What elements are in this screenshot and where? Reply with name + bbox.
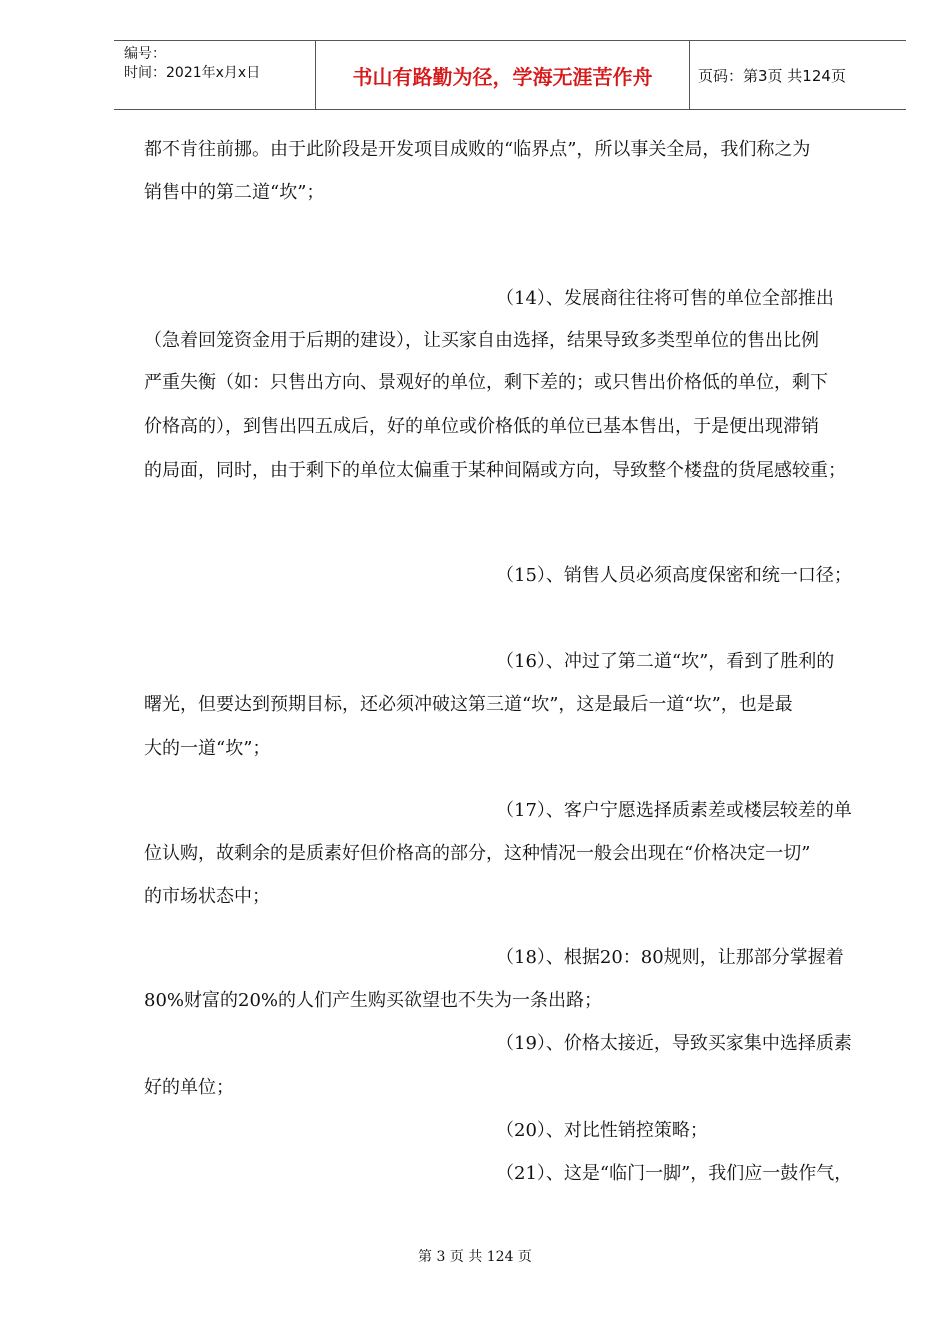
text-line: 价格高的），到售出四五成后，好的单位或价格低的单位已基本售出，于是便出现滞销 xyxy=(144,416,819,437)
header-page-cell xyxy=(690,41,906,109)
text-line: 都不肯往前挪。由于此阶段是开发项目成败的“临界点”，所以事关全局，我们称之为 xyxy=(144,139,811,160)
item-heading-21: （21）、这是“临门一脚”，我们应一鼓作气， xyxy=(496,1163,853,1184)
text-line: 位认购，故剩余的是质素好但价格高的部分，这种情况一般会出现在“价格决定一切” xyxy=(144,843,811,864)
text-line: 的局面，同时，由于剩下的单位太偏重于某种间隔或方向，导致整个楼盘的货尾感较重； xyxy=(144,460,846,481)
text-line: 好的单位； xyxy=(144,1077,234,1098)
text-line: 曙光，但要达到预期目标，还必须冲破这第三道“坎”，这是最后一道“坎”，也是最 xyxy=(144,694,793,715)
item-heading-15: （15）、销售人员必须高度保密和统一口径； xyxy=(496,565,852,586)
text-line: （急着回笼资金用于后期的建设），让买家自由选择，结果导致多类型单位的售出比例 xyxy=(144,330,819,351)
page-footer: 第 3 页 共 124 页 xyxy=(418,1249,532,1265)
text-line: 严重失衡（如：只售出方向、景观好的单位，剩下差的；或只售出价格低的单位，剩下 xyxy=(144,372,828,393)
text-line: 80%财富的20%的人们产生购买欲望也不失为一条出路； xyxy=(144,990,603,1011)
page-info: 页码：第3页 共124页 xyxy=(698,66,846,85)
text-line: 的市场状态中； xyxy=(144,886,270,907)
item-heading-14: （14）、发展商往往将可售的单位全部推出 xyxy=(496,288,834,309)
header-motto-cell xyxy=(315,41,690,109)
document-date: 时间：2021年x月x日 xyxy=(124,65,261,81)
item-heading-19: （19）、价格太接近，导致买家集中选择质素 xyxy=(496,1033,852,1054)
document-number: 编号： xyxy=(124,46,166,62)
item-heading-17: （17）、客户宁愿选择质素差或楼层较差的单 xyxy=(496,800,852,821)
item-heading-20: （20）、对比性销控策略； xyxy=(496,1120,708,1141)
text-line: 销售中的第二道“坎”； xyxy=(144,182,325,203)
text-line: 大的一道“坎”； xyxy=(144,738,271,759)
document-header xyxy=(114,40,906,110)
header-meta xyxy=(114,41,314,109)
motto: 书山有路勤为径，学海无涯苦作舟 xyxy=(352,64,653,89)
item-heading-18: （18）、根据20：80规则，让那部分掌握着 xyxy=(496,947,844,968)
item-heading-16: （16）、冲过了第二道“坎”，看到了胜利的 xyxy=(496,651,835,672)
